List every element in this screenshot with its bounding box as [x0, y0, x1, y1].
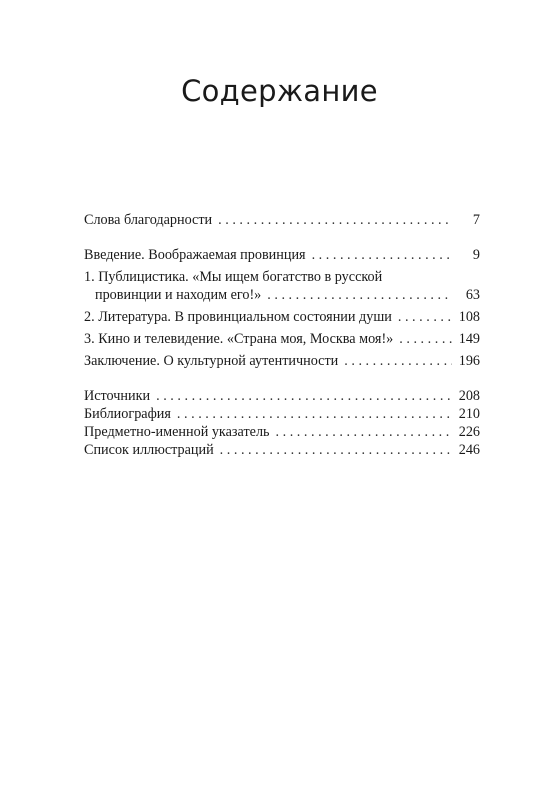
toc-leader-dots — [156, 387, 452, 405]
toc-leader-dots — [276, 423, 453, 441]
toc-leader-dots — [398, 308, 452, 326]
toc-leader-dots — [312, 246, 452, 264]
toc-entry-page: 63 — [465, 287, 480, 303]
toc-entry-label: 2. Литература. В провинциальном состоянии души — [84, 309, 392, 325]
toc-entry-page: 226 — [458, 424, 480, 440]
toc-entry-label: Введение. Воображаемая провинция — [84, 247, 306, 263]
toc-group-front-matter — [84, 211, 480, 229]
toc-entry-page: 246 — [458, 442, 480, 458]
toc-leader-dots — [177, 405, 452, 423]
toc-entry-label: Список иллюстраций — [84, 442, 214, 458]
toc-entry-chapter-3[interactable] — [84, 330, 480, 348]
toc-entry-page: 149 — [458, 331, 480, 347]
toc-group-chapters — [84, 246, 480, 370]
toc-entry-chapter-2[interactable] — [84, 308, 480, 326]
toc-entry-label: Предметно-именной указатель — [84, 424, 270, 440]
toc-entry-label: 3. Кино и телевидение. «Страна моя, Москва моя!» — [84, 331, 394, 347]
toc-entry-page: 208 — [458, 388, 480, 404]
toc-entry-page: 108 — [458, 309, 480, 325]
toc-entry-label-line2: провинции и находим его!» — [95, 287, 262, 303]
toc-entry-label: Слова благодарности — [84, 212, 213, 228]
toc-group-back-matter — [84, 387, 480, 459]
toc-entry-illustrations[interactable] — [84, 441, 480, 459]
toc-entry-label: Заключение. О культурной аутентичности — [84, 353, 339, 369]
toc-entry-index[interactable] — [84, 423, 480, 441]
toc-leader-dots — [218, 211, 452, 229]
toc-leader-dots — [399, 330, 452, 348]
toc-entry-chapter-1[interactable] — [84, 268, 480, 304]
toc-entry-page: 210 — [458, 406, 480, 422]
toc-entry-conclusion[interactable] — [84, 352, 480, 370]
toc-entry-page: 9 — [472, 247, 480, 263]
toc-entry-acknowledgements[interactable] — [84, 211, 480, 229]
toc-entry-label: Источники — [84, 388, 151, 404]
toc-entry-page: 196 — [458, 353, 480, 369]
toc-entry-sources[interactable] — [84, 387, 480, 405]
toc-leader-dots — [344, 352, 452, 370]
toc-entry-page: 7 — [472, 212, 480, 228]
page-title: Содержание — [181, 74, 378, 108]
toc-leader-dots — [220, 441, 452, 459]
toc-leader-dots — [267, 286, 452, 304]
toc-entry-introduction[interactable] — [84, 246, 480, 264]
toc-entry-label-line1: 1. Публицистика. «Мы ищем богатство в русской — [84, 269, 383, 285]
toc-entry-label: Библиография — [84, 406, 171, 422]
table-of-contents — [84, 211, 480, 459]
toc-entry-bibliography[interactable] — [84, 405, 480, 423]
